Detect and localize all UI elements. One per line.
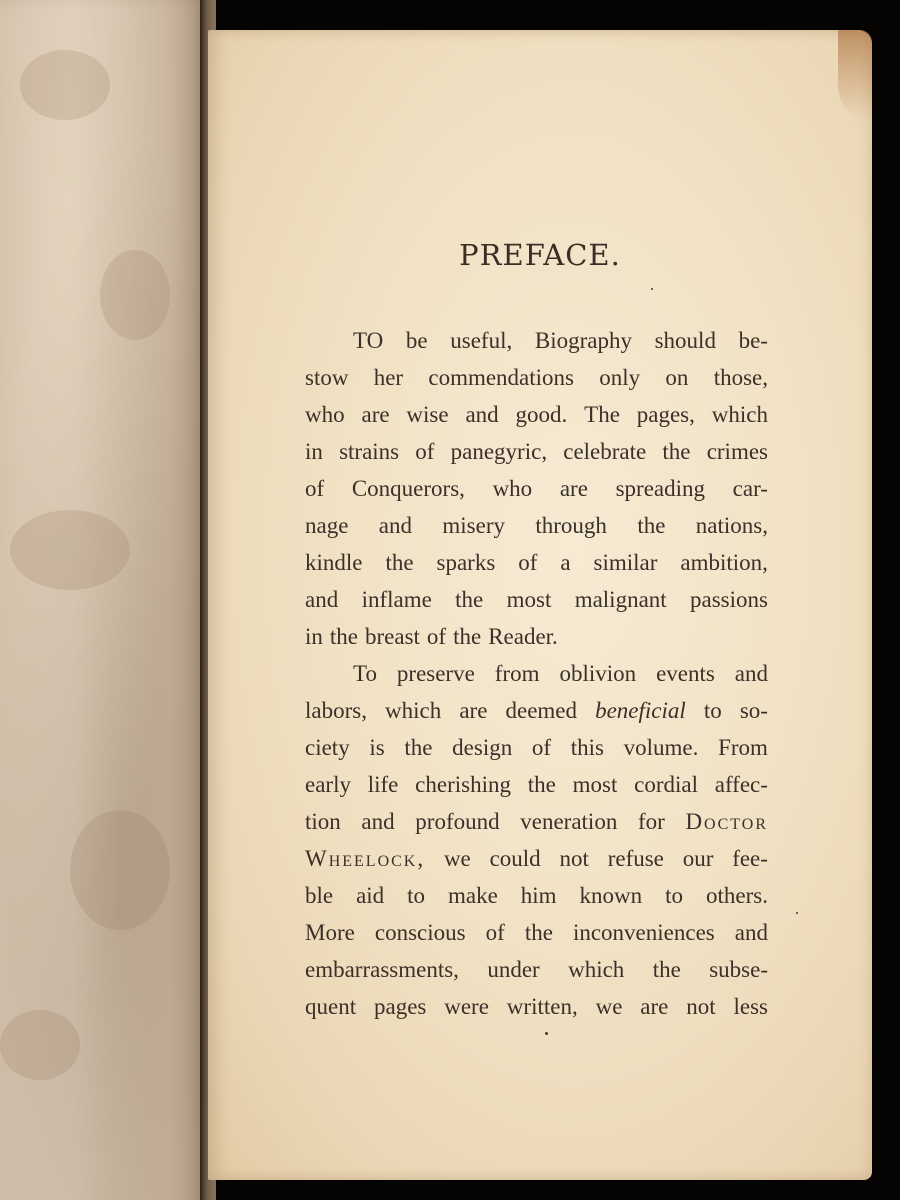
word: good.	[515, 402, 568, 427]
text-line	[305, 914, 768, 951]
word: are	[640, 994, 669, 1019]
word: of	[426, 624, 447, 649]
word: which	[568, 957, 625, 982]
word: and	[734, 661, 768, 686]
word: conscious	[374, 920, 466, 945]
word: pages	[373, 994, 427, 1019]
word: which	[385, 698, 442, 723]
word: From	[718, 735, 768, 760]
word: make	[448, 883, 498, 908]
word: malignant	[574, 587, 667, 612]
body-text	[305, 322, 768, 1025]
ink-speck	[545, 1032, 548, 1035]
word: Reader.	[488, 624, 558, 649]
word: are	[361, 402, 390, 427]
word: ble	[305, 883, 334, 908]
text-line	[305, 877, 768, 914]
word: and	[734, 920, 768, 945]
word: not	[686, 994, 716, 1019]
ink-speck	[651, 288, 653, 290]
word: the	[329, 624, 358, 649]
word: and	[305, 587, 339, 612]
text-line	[305, 840, 768, 877]
word: a	[560, 550, 571, 575]
word: useful,	[450, 328, 513, 353]
word: so-	[739, 698, 768, 723]
word: our	[682, 846, 714, 871]
word: for	[637, 809, 665, 834]
text-line	[305, 988, 768, 1025]
word: should	[654, 328, 716, 353]
text-line	[305, 544, 768, 581]
word: the	[637, 513, 666, 538]
text-line	[305, 729, 768, 766]
word: commendations	[428, 365, 574, 390]
text-line	[305, 470, 768, 507]
word: ciety	[305, 735, 350, 760]
word: the	[662, 439, 691, 464]
page-title: PREFACE.	[459, 238, 621, 272]
word: not	[559, 846, 589, 871]
word-italic: beneficial	[595, 698, 686, 723]
word: quent	[305, 994, 357, 1019]
word: wise	[406, 402, 449, 427]
word: of	[531, 735, 552, 760]
word: under	[487, 957, 540, 982]
text-line	[305, 618, 768, 655]
word-small-caps: Doctor	[685, 809, 768, 834]
word: are	[559, 476, 588, 501]
word: aid	[356, 883, 385, 908]
word: of	[518, 550, 538, 575]
word: sparks	[436, 550, 496, 575]
word-small-caps: Wheelock,	[305, 846, 426, 871]
word: to	[665, 883, 684, 908]
word: early	[305, 772, 351, 797]
word: only	[599, 365, 641, 390]
word: the	[455, 587, 484, 612]
word: celebrate	[563, 439, 647, 464]
word: strains	[339, 439, 400, 464]
word: events	[656, 661, 715, 686]
word: More	[305, 920, 355, 945]
word: is	[369, 735, 385, 760]
word: spreading	[615, 476, 705, 501]
word: of	[415, 439, 435, 464]
word: and	[465, 402, 499, 427]
word: oblivion	[559, 661, 637, 686]
word: cordial	[634, 772, 698, 797]
word: deemed	[505, 698, 578, 723]
word: who	[305, 402, 345, 427]
word: others.	[706, 883, 768, 908]
word: who	[492, 476, 533, 501]
word: stow	[305, 365, 349, 390]
text-line	[305, 655, 768, 692]
word: panegyric,	[450, 439, 548, 464]
word: misery	[442, 513, 505, 538]
word: profound	[415, 809, 500, 834]
word: in	[305, 439, 323, 464]
paper-stain	[20, 50, 110, 120]
paper-stain	[10, 510, 130, 590]
word: we	[443, 846, 471, 871]
word: of	[305, 476, 325, 501]
word: fee-	[732, 846, 768, 871]
word: passions	[690, 587, 768, 612]
word: from	[494, 661, 540, 686]
word: are	[459, 698, 488, 723]
word: car-	[732, 476, 768, 501]
word: kindle	[305, 550, 363, 575]
ink-speck	[796, 912, 798, 914]
word: the	[652, 957, 681, 982]
word: The	[584, 402, 620, 427]
word: embarrassments,	[305, 957, 459, 982]
text-line	[305, 581, 768, 618]
word: subse-	[709, 957, 768, 982]
word: and	[361, 809, 395, 834]
word: the	[404, 735, 433, 760]
corner-stain	[838, 30, 872, 120]
word: veneration	[520, 809, 618, 834]
word: to	[407, 883, 426, 908]
word: inflame	[361, 587, 432, 612]
word: be-	[738, 328, 768, 353]
word: volume.	[623, 735, 699, 760]
word: breast	[365, 624, 420, 649]
word: to	[703, 698, 722, 723]
word: Biography	[534, 328, 632, 353]
text-line	[305, 322, 768, 359]
word: labors,	[305, 698, 367, 723]
word: be	[405, 328, 428, 353]
text-line	[305, 692, 768, 729]
word: design	[452, 735, 513, 760]
word: on	[665, 365, 689, 390]
paper-stain	[0, 1010, 80, 1080]
word: pages,	[636, 402, 695, 427]
text-line	[305, 359, 768, 396]
word: nations,	[695, 513, 768, 538]
word: and	[378, 513, 413, 538]
word: affec-	[714, 772, 768, 797]
text-line	[305, 803, 768, 840]
word: nage	[305, 513, 349, 538]
text-line	[305, 951, 768, 988]
word: which	[711, 402, 768, 427]
word: those,	[713, 365, 768, 390]
word: To	[353, 661, 377, 686]
word: TO	[353, 328, 384, 353]
text-line	[305, 396, 768, 433]
word: of	[485, 920, 505, 945]
word: crimes	[706, 439, 768, 464]
word: Conquerors,	[351, 476, 465, 501]
word: most	[572, 772, 618, 797]
word: life	[367, 772, 399, 797]
word: less	[733, 994, 768, 1019]
word: preserve	[396, 661, 475, 686]
paper-stain	[70, 810, 170, 930]
word: written,	[506, 994, 578, 1019]
word: inconveniences	[572, 920, 715, 945]
paper-stain	[100, 250, 170, 340]
text-line	[305, 507, 768, 544]
word: ambition,	[680, 550, 768, 575]
word: him	[520, 883, 557, 908]
word: the	[524, 920, 553, 945]
word: were	[444, 994, 489, 1019]
word: through	[535, 513, 607, 538]
word: in	[305, 624, 323, 649]
text-line	[305, 766, 768, 803]
word: the	[453, 624, 482, 649]
word: could	[489, 846, 541, 871]
word: this	[570, 735, 604, 760]
left-page	[0, 0, 216, 1200]
word: refuse	[607, 846, 664, 871]
word: the	[527, 772, 556, 797]
word: her	[373, 365, 404, 390]
word: the	[385, 550, 414, 575]
word: tion	[305, 809, 341, 834]
text-line	[305, 433, 768, 470]
word: known	[579, 883, 643, 908]
word: most	[506, 587, 552, 612]
word: cherishing	[415, 772, 511, 797]
word: we	[595, 994, 623, 1019]
right-page	[208, 30, 872, 1180]
word: similar	[593, 550, 658, 575]
